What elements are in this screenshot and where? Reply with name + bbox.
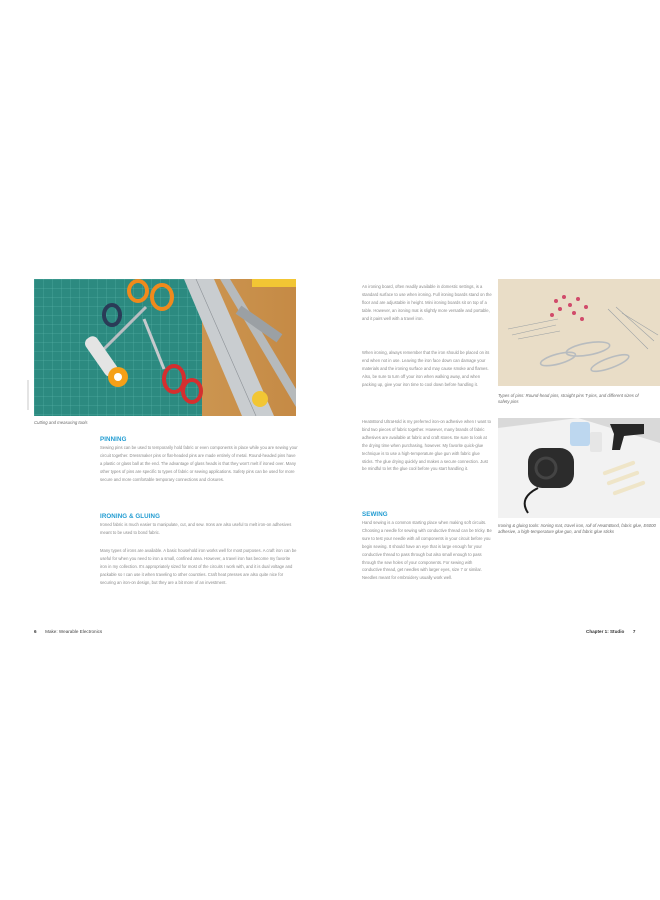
- ironing-paragraph-2: Many types of irons are available. A basic household iron works well for most purposes. A craft iron can be useful for when you need to iron a small, confined area. However, a travel iron has become my favorite iron in my collection. It's appropriately sized for most of the circuits I work with, and it is dual voltage and packable so I can use it when traveling to other countries. Craft heat presses are also quite nice for securing an iron-on design, but they are a bit more of an investment.: [100, 548, 297, 585]
- photo-credit-vertical: [27, 380, 29, 410]
- left-footer: [34, 629, 102, 634]
- ironing-tools-illustration: [498, 418, 660, 518]
- adhesive-paragraph: HeatnBond UltraHold is my preferred iron-on adhesive when I want to bind two pieces of fabric together. However, many brands of fabric adhesives are available at fabric and craft stores. Be sure to look at the drying time when purchasing, however. My favorite quick-glue technique is to use a high-temperature glue gun with fabric glue sticks. The glue drying quickly and makes a secure connection. Just be mindful to let the glue cool before you start handling it.: [362, 419, 491, 472]
- chapter-title: Chapter 1: Studio: [586, 629, 625, 634]
- pins-caption: Types of pins: Round-head pins, straight pins T-pins, and different sizes of safety pins: [498, 393, 639, 405]
- ironing-paragraph-1: Ironed fabric is much easier to manipulate, cut, and sew. Irons are also useful to melt iron-on adhesives meant to be used to bond fabric.: [100, 522, 292, 535]
- right-footer: [586, 629, 635, 634]
- pins-illustration: [498, 279, 660, 386]
- ironing-tools-caption: Ironing & gluing tools: Ironing mat, travel iron, roll of HeatnBond, fabric glue, E6000 adhesive, a high-temperature glue gun, and fabric glue sticks: [498, 523, 656, 535]
- iron-safety-paragraph: When ironing, always remember that the iron should be placed on its end when not in use. Leaving the iron face down can damage your materials and the ironing surface and may cause smoke and flames. Also, be sure to turn off your iron when walking away, and when packing up, give your iron time to cool down before handling it.: [362, 350, 490, 387]
- ironing-board-paragraph: An ironing board, often readily available in domestic settings, is a standard surface to use when ironing. Full ironing boards stand on the floor and are adjustable in height. Mini ironing boards sit on top of a table. However, an ironing mat is slightly more versatile and portable, and it pairs well with a travel iron.: [362, 284, 492, 321]
- left-page-number: 6: [34, 629, 37, 634]
- cutting-tools-photo: [34, 279, 296, 416]
- ironing-gluing-heading: IRONING & GLUING: [100, 513, 161, 520]
- cutting-tools-caption: Cutting and measuring tools: [34, 420, 88, 425]
- ironing-tools-photo: [498, 418, 660, 518]
- pins-photo: [498, 279, 660, 386]
- pinning-heading: PINNING: [100, 436, 127, 443]
- sewing-heading: SEWING: [362, 511, 388, 518]
- sewing-paragraph: Hand sewing is a common starting place when making soft circuits. Choosing a needle for sewing with conductive thread can be tricky. Be sure to test your needle with all components in your circuit before you begin sewing. It should have an eye that is large enough for your conductive thread to pass through but also small enough to pass through the sew holes of your components. For sewing with conductive thread, get needles with larger eyes, size 7 or similar. Needles meant for embroidery usually work well.: [362, 520, 492, 581]
- right-page-number: 7: [632, 629, 636, 634]
- pinning-paragraph: Sewing pins can be used to temporarily hold fabric or even components in place while you are sewing your circuit together. Dressmaker pins or flat-headed pins are made entirely of metal. Round-headed pins have a plastic or glass ball at the end. The advantage of glass heads is that they won't melt if ironed over. Many other types of pins are specific to types of fabric or sewing applications. Safety pins can be used for more secure and more comfortable temporary connections and closures.: [100, 445, 298, 482]
- book-title: Make: Wearable Electronics: [45, 629, 103, 634]
- cutting-tools-illustration: [34, 279, 296, 416]
